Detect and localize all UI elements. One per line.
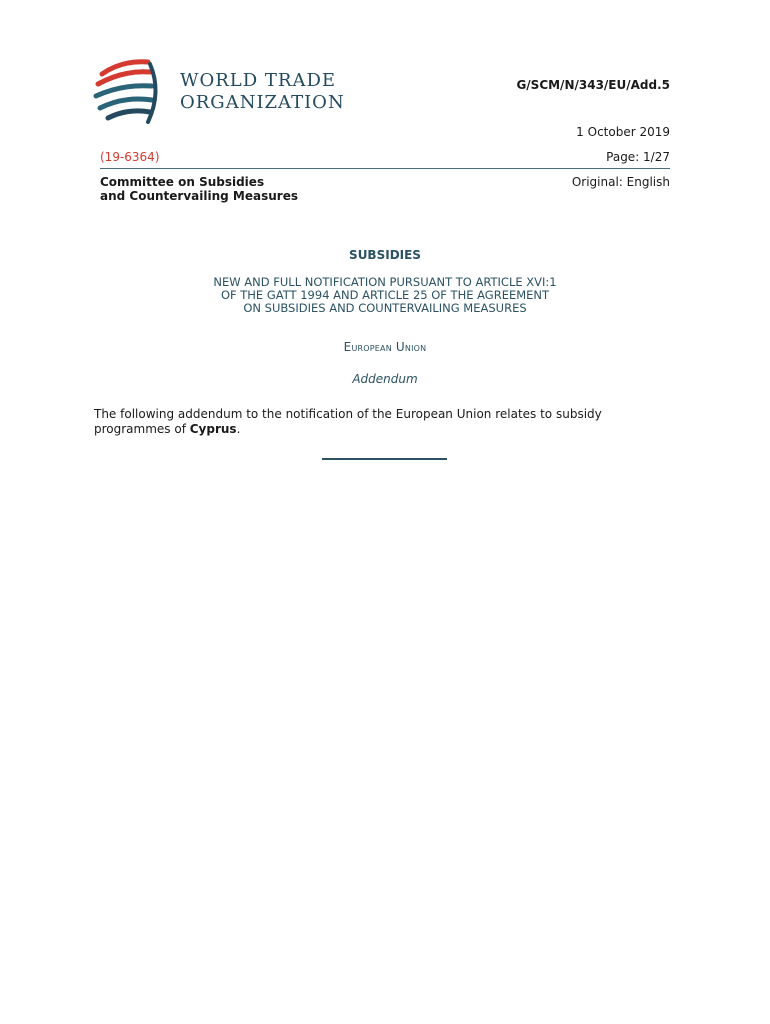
document-heading: SUBSIDIES bbox=[349, 248, 421, 262]
body-paragraph bbox=[94, 407, 678, 437]
document-date: 1 October 2019 bbox=[576, 125, 670, 139]
notification-line3: ON SUBSIDIES AND COUNTERVAILING MEASURES bbox=[243, 301, 527, 315]
org-name-line1: WORLD TRADE bbox=[180, 70, 337, 91]
body-text-start: The following addendum to the notification of the European Union relates to subsidy programmes of bbox=[94, 407, 602, 436]
committee-line1: Committee on Subsidies bbox=[100, 175, 265, 189]
document-symbol: G/SCM/N/343/EU/Add.5 bbox=[516, 78, 670, 92]
committee-name bbox=[100, 175, 298, 203]
document-number: (19-6364) bbox=[100, 150, 160, 164]
body-text-end: . bbox=[236, 422, 241, 436]
member-name: European Union bbox=[343, 340, 427, 354]
notification-title bbox=[100, 276, 670, 315]
wto-logo bbox=[92, 56, 345, 130]
end-divider bbox=[322, 458, 447, 460]
org-name-line2: ORGANIZATION bbox=[180, 92, 345, 113]
page-number: Page: 1/27 bbox=[606, 150, 670, 164]
org-name bbox=[180, 70, 345, 114]
body-country: Cyprus bbox=[189, 422, 237, 436]
notification-line1: NEW AND FULL NOTIFICATION PURSUANT TO ARTICLE XVI:1 bbox=[213, 275, 557, 289]
header-divider bbox=[100, 168, 670, 169]
wto-logo-icon bbox=[92, 56, 172, 130]
committee-line2: and Countervailing Measures bbox=[100, 189, 298, 203]
addendum-label: Addendum bbox=[352, 372, 418, 386]
notification-line2: OF THE GATT 1994 AND ARTICLE 25 OF THE AGREEMENT bbox=[220, 288, 550, 302]
original-language: Original: English bbox=[571, 175, 670, 189]
